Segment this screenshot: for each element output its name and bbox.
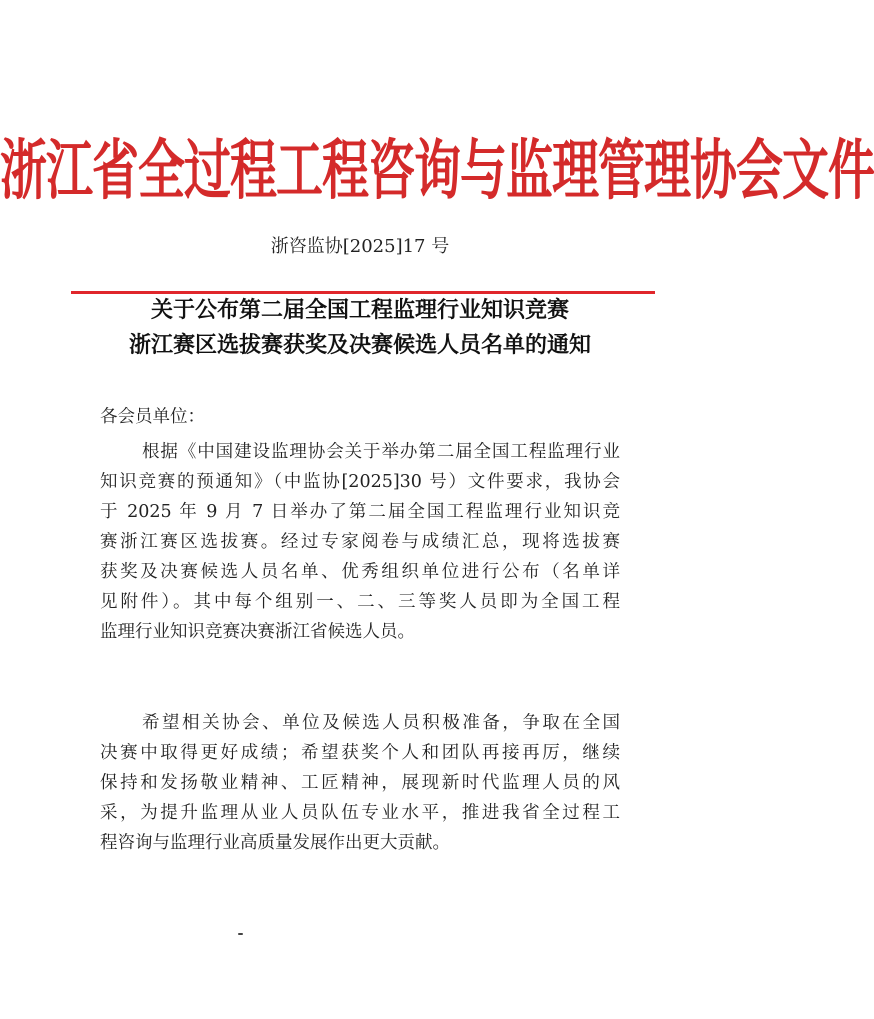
- paragraph-2-line: 希望相关协会、单位及候选人员积极准备，争取在全国: [142, 713, 620, 733]
- org-masthead-title: 浙江省全过程工程咨询与监理管理协会文件: [0, 133, 874, 210]
- paragraph-1-line: 赛浙江赛区选拔赛。经过专家阅卷与成绩汇总，现将选拔赛: [100, 532, 620, 552]
- paragraph-1-line: 知识竞赛的预通知》（中监协[2025]30 号）文件要求，我协会: [100, 472, 620, 492]
- document-number: 浙咨监协[2025]17 号: [270, 236, 450, 257]
- paragraph-2-line: 决赛中取得更好成绩；希望获奖个人和团队再接再厉，继续: [100, 743, 620, 763]
- notice-title-line-2: 浙江赛区选拔赛获奖及决赛候选人员名单的通知: [128, 333, 591, 358]
- paragraph-1-line: 获奖及决赛候选人员名单、优秀组织单位进行公布（名单详: [100, 562, 620, 582]
- salutation: 各会员单位：: [100, 407, 205, 427]
- paragraph-2-line: 程咨询与监理行业高质量发展作出更大贡献。: [100, 833, 450, 853]
- paragraph-2-line: 采，为提升监理从业人员队伍专业水平，推进我省全过程工: [100, 803, 620, 823]
- notice-title-line-1: 关于公布第二届全国工程监理行业知识竞赛: [150, 298, 569, 323]
- notice-title: [0, 293, 720, 363]
- paragraph-2: [100, 708, 620, 858]
- paragraph-1: [100, 437, 620, 647]
- scan-mark: [238, 933, 243, 935]
- paragraph-1-line: 根据《中国建设监理协会关于举办第二届全国工程监理行业: [142, 442, 620, 462]
- paragraph-1-line: 监理行业知识竞赛决赛浙江省候选人员。: [100, 622, 415, 642]
- paragraph-1-line: 见附件）。其中每个组别一、二、三等奖人员即为全国工程: [100, 592, 620, 612]
- paragraph-2-line: 保持和发扬敬业精神、工匠精神，展现新时代监理人员的风: [100, 773, 620, 793]
- paragraph-1-line: 于 2025 年 9 月 7 日举办了第二届全国工程监理行业知识竞: [100, 502, 620, 522]
